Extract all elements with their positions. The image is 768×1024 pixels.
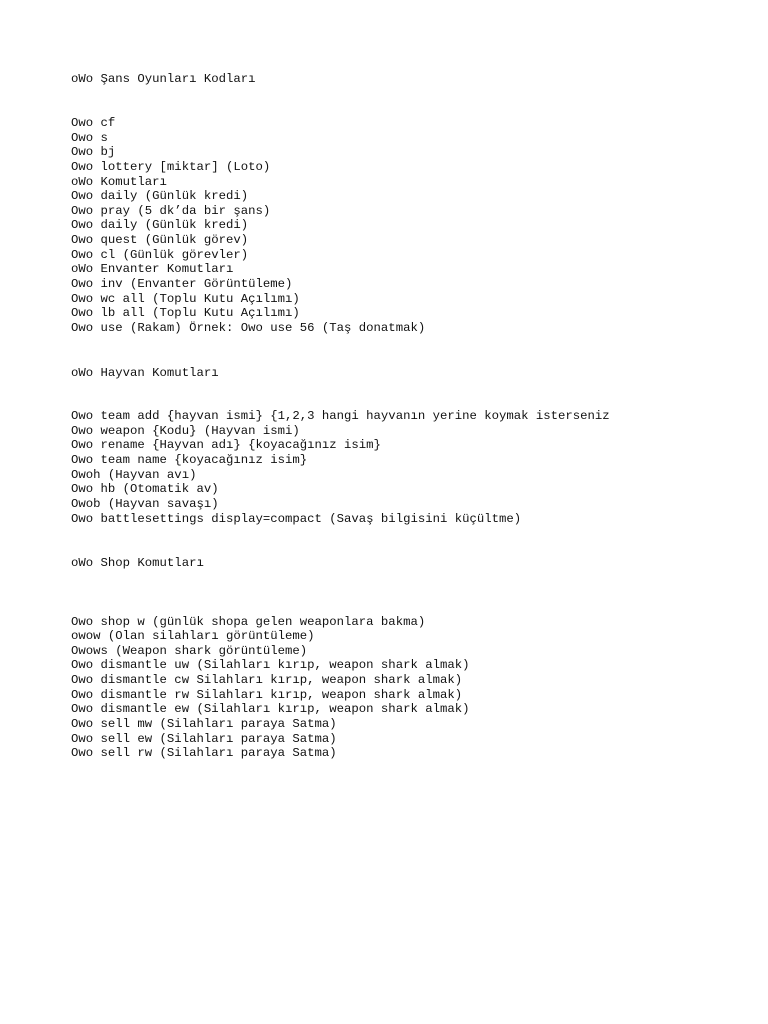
text-line: owow (Olan silahları görüntüleme) xyxy=(71,629,315,643)
text-line: Owo hb (Otomatik av) xyxy=(71,482,219,496)
text-line: Owo inv (Envanter Görüntüleme) xyxy=(71,277,293,291)
heading-envanter-komutlari: oWo Envanter Komutları xyxy=(71,262,234,276)
heading-hayvan-komutlari: oWo Hayvan Komutları xyxy=(71,366,219,380)
text-line: Owo quest (Günlük görev) xyxy=(71,233,249,247)
text-line: Owo sell mw (Silahları paraya Satma) xyxy=(71,717,337,731)
text-line: Owo dismantle cw Silahları kırıp, weapon shark almak) xyxy=(71,673,463,687)
text-line: Owo team name {koyacağınız isim} xyxy=(71,453,308,467)
text-line: Owo dismantle ew (Silahları kırıp, weapon shark almak) xyxy=(71,702,470,716)
text-line: Owo weapon {Kodu} (Hayvan ismi) xyxy=(71,424,300,438)
text-line: Owo battlesettings display=compact (Savaş bilgisini küçültme) xyxy=(71,512,522,526)
text-line: Owo daily (Günlük kredi) xyxy=(71,218,249,232)
text-line: Owo daily (Günlük kredi) xyxy=(71,189,249,203)
heading-komutlari: oWo Komutları xyxy=(71,175,167,189)
text-line: Owo cf xyxy=(71,116,116,130)
text-line: Owo dismantle rw Silahları kırıp, weapon shark almak) xyxy=(71,688,463,702)
text-line: Owo cl (Günlük görevler) xyxy=(71,248,249,262)
text-line: Owo lb all (Toplu Kutu Açılımı) xyxy=(71,306,300,320)
text-line: Owows (Weapon shark görüntüleme) xyxy=(71,644,308,658)
text-line: Owoh (Hayvan avı) xyxy=(71,468,197,482)
text-line: Owo use (Rakam) Örnek: Owo use 56 (Taş donatmak) xyxy=(71,321,426,335)
text-line: Owob (Hayvan savaşı) xyxy=(71,497,219,511)
text-line: Owo shop w (günlük shopa gelen weaponlara bakma) xyxy=(71,615,426,629)
text-line: Owo pray (5 dk’da bir şans) xyxy=(71,204,271,218)
heading-sans-oyunlari: oWo Şans Oyunları Kodları xyxy=(71,72,256,86)
text-line: Owo rename {Hayvan adı} {koyacağınız isim} xyxy=(71,438,381,452)
text-line: Owo sell ew (Silahları paraya Satma) xyxy=(71,732,337,746)
text-line: Owo wc all (Toplu Kutu Açılımı) xyxy=(71,292,300,306)
text-line: Owo sell rw (Silahları paraya Satma) xyxy=(71,746,337,760)
text-line: Owo lottery [miktar] (Loto) xyxy=(71,160,271,174)
heading-shop-komutlari: oWo Shop Komutları xyxy=(71,556,204,570)
text-line: Owo bj xyxy=(71,145,116,159)
text-line: Owo team add {hayvan ismi} {1,2,3 hangi hayvanın yerine koymak isterseniz xyxy=(71,409,610,423)
text-line: Owo dismantle uw (Silahları kırıp, weapon shark almak) xyxy=(71,658,470,672)
text-line: Owo s xyxy=(71,131,108,145)
